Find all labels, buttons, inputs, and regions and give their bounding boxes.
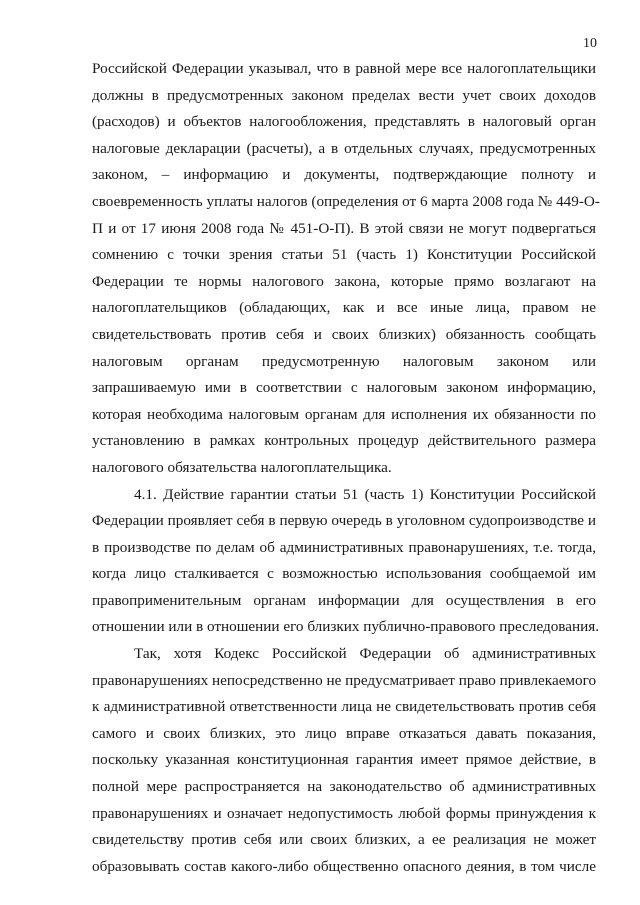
text-line: налогоплательщиков (обладающих, как и все иные лица, правом не	[92, 299, 596, 317]
page-number: 10	[583, 36, 597, 51]
text-line: самого и своих близких, это лицо вправе отказаться давать показания,	[92, 724, 596, 742]
text-line: своевременность уплаты налогов (определения от 6 марта 2008 года № 449-О-	[92, 192, 600, 210]
text-line: налогового обязательства налогоплательщика.	[92, 458, 392, 476]
text-line: когда лицо сталкивается с возможностью использования сообщаемой им	[92, 565, 596, 583]
text-line: поскольку указанная конституционная гарантия имеет прямое действие, в	[92, 751, 596, 769]
text-line: 4.1. Действие гарантии статьи 51 (часть 1) Конституции Российской	[134, 485, 596, 503]
text-line: Федерации те нормы налогового закона, которые прямо возлагают на	[92, 272, 596, 290]
text-line: должны в предусмотренных законом пределах вести учет своих доходов	[92, 86, 596, 104]
text-line: (расходов) и объектов налогообложения, представлять в налоговый орган	[92, 113, 596, 131]
text-line: в производстве по делам об административных правонарушениях, т.е. тогда,	[92, 538, 596, 556]
text-line: отношении или в отношении его близких публично-правового преследования.	[92, 618, 600, 636]
text-line: налоговые декларации (расчеты), а в отдельных случаях, предусмотренных	[92, 139, 596, 157]
text-line: свидетельству против себя или своих близких, а ее реализация не может	[92, 831, 596, 849]
text-line: свидетельствовать против себя и своих близких) обязанность сообщать	[92, 325, 596, 343]
text-line: правонарушениях и означает недопустимость любой формы принуждения к	[92, 804, 596, 822]
text-line: установлению в рамках контрольных процедур действительного размера	[92, 432, 596, 450]
text-line: налоговым органам предусмотренную налоговым законом или	[92, 352, 596, 370]
text-line: Федерации проявляет себя в первую очередь в уголовном судопроизводстве и	[92, 512, 596, 530]
text-line: П и от 17 июня 2008 года № 451-О-П). В этой связи не могут подвергаться	[92, 219, 596, 237]
text-line: Так, хотя Кодекс Российской Федерации об административных	[134, 645, 596, 663]
text-line: полной мере распространяется на законодательство об административных	[92, 778, 596, 796]
text-line: законом, – информацию и документы, подтверждающие полноту и	[92, 166, 596, 184]
text-line: правонарушениях непосредственно не предусматривает право привлекаемого	[92, 671, 597, 689]
text-line: к административной ответственности лица не свидетельствовать против себя	[92, 698, 596, 716]
text-line: которая необходима налоговым органам для исполнения их обязанности по	[92, 405, 596, 423]
text-line: запрашиваемую ими в соответствии с налоговым законом информацию,	[92, 379, 596, 397]
text-line: сомнению с точки зрения статьи 51 (часть 1) Конституции Российской	[92, 246, 596, 264]
text-line: правоприменительным органам информации для осуществления в его	[92, 591, 596, 609]
text-line: Российской Федерации указывал, что в равной мере все налогоплательщики	[92, 60, 596, 77]
body-text	[92, 56, 600, 880]
text-line: образовывать состав какого-либо общественно опасного деяния, в том числе	[92, 857, 596, 875]
